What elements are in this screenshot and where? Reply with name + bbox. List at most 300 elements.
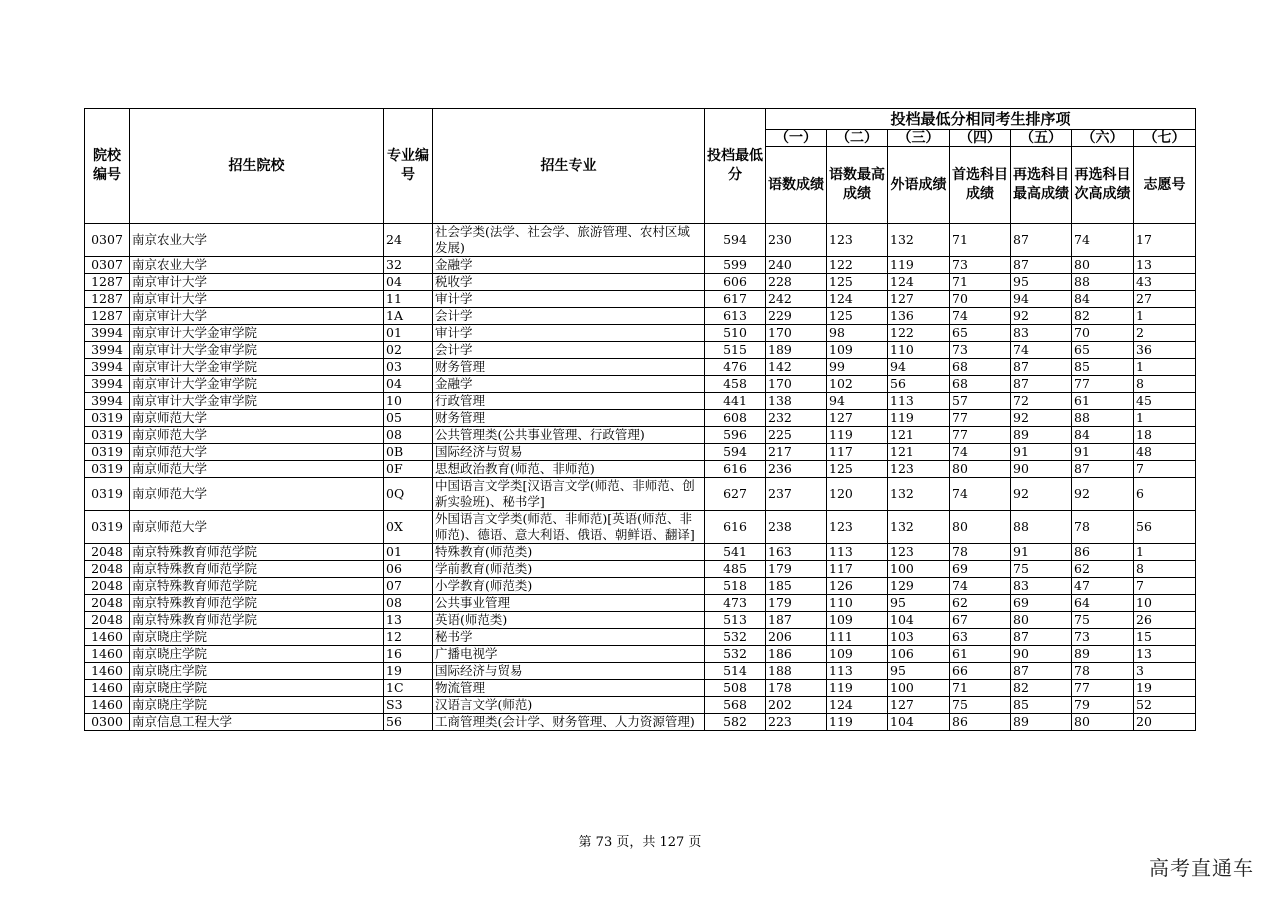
cell-score-first-subject: 67 [950,612,1011,629]
cell-min-score: 616 [705,511,766,544]
cell-major-code: 01 [384,325,433,342]
cell-major-name: 会计学 [433,342,705,359]
cell-score-first-subject: 74 [950,308,1011,325]
cell-score-elective-max: 80 [1011,612,1072,629]
cell-score-chinese-math-max: 125 [827,308,888,325]
cell-score-foreign-language: 110 [888,342,950,359]
header-group-title: 投档最低分相同考生排序项 [766,109,1196,130]
cell-major-code: 07 [384,578,433,595]
cell-min-score: 599 [705,257,766,274]
cell-preference-number: 56 [1134,511,1196,544]
cell-preference-number: 3 [1134,663,1196,680]
cell-score-foreign-language: 104 [888,714,950,731]
header-school-code: 院校编号 [85,109,130,224]
cell-score-first-subject: 75 [950,697,1011,714]
cell-score-chinese-math: 138 [766,393,827,410]
cell-school-name: 南京审计大学金审学院 [130,342,384,359]
cell-min-score: 594 [705,444,766,461]
cell-min-score: 510 [705,325,766,342]
cell-score-first-subject: 73 [950,342,1011,359]
order-item-elective-second: 再选科目次高成绩 [1072,147,1134,224]
cell-preference-number: 7 [1134,461,1196,478]
cell-score-elective-second: 88 [1072,410,1134,427]
header-min-score: 投档最低分 [705,109,766,224]
watermark-text: 高考直通车 [1149,856,1254,880]
cell-score-foreign-language: 113 [888,393,950,410]
cell-preference-number: 43 [1134,274,1196,291]
cell-major-code: 1A [384,308,433,325]
table-row [85,544,1196,561]
cell-score-chinese-math-max: 123 [827,511,888,544]
cell-score-elective-second: 84 [1072,291,1134,308]
table-row [85,697,1196,714]
cell-preference-number: 1 [1134,359,1196,376]
cell-score-elective-max: 69 [1011,595,1072,612]
cell-major-name: 社会学类(法学、社会学、旅游管理、农村区域发展) [433,224,705,257]
page-number: 第 73 页，共 127 页 [578,835,702,850]
cell-score-first-subject: 80 [950,511,1011,544]
cell-score-chinese-math: 206 [766,629,827,646]
cell-score-elective-max: 88 [1011,511,1072,544]
cell-min-score: 594 [705,224,766,257]
cell-score-elective-max: 87 [1011,629,1072,646]
cell-school-code: 1460 [85,646,130,663]
cell-min-score: 532 [705,646,766,663]
cell-score-elective-max: 87 [1011,257,1072,274]
cell-score-elective-max: 90 [1011,646,1072,663]
cell-school-name: 南京师范大学 [130,511,384,544]
order-item-chinese-math: 语数成绩 [766,147,827,224]
cell-major-name: 国际经济与贸易 [433,663,705,680]
table-row [85,359,1196,376]
cell-score-elective-max: 92 [1011,308,1072,325]
cell-score-chinese-math-max: 117 [827,561,888,578]
cell-score-chinese-math: 170 [766,325,827,342]
cell-major-name: 物流管理 [433,680,705,697]
cell-school-name: 南京审计大学金审学院 [130,325,384,342]
cell-major-name: 公共事业管理 [433,595,705,612]
cell-major-code: 0B [384,444,433,461]
cell-major-code: 56 [384,714,433,731]
cell-school-code: 0307 [85,224,130,257]
cell-score-first-subject: 73 [950,257,1011,274]
table-row [85,342,1196,359]
table-row [85,478,1196,511]
cell-major-code: 24 [384,224,433,257]
cell-major-code: 03 [384,359,433,376]
cell-score-foreign-language: 106 [888,646,950,663]
cell-school-name: 南京特殊教育师范学院 [130,578,384,595]
cell-school-code: 1287 [85,274,130,291]
table-row [85,646,1196,663]
cell-score-chinese-math-max: 94 [827,393,888,410]
cell-score-first-subject: 71 [950,274,1011,291]
cell-major-name: 国际经济与贸易 [433,444,705,461]
cell-score-elective-second: 62 [1072,561,1134,578]
cell-major-code: 1C [384,680,433,697]
cell-score-elective-second: 92 [1072,478,1134,511]
cell-major-code: 08 [384,595,433,612]
cell-min-score: 613 [705,308,766,325]
table-row [85,714,1196,731]
cell-min-score: 582 [705,714,766,731]
cell-major-name: 会计学 [433,308,705,325]
cell-school-name: 南京晓庄学院 [130,629,384,646]
cell-score-chinese-math: 186 [766,646,827,663]
cell-school-name: 南京农业大学 [130,224,384,257]
cell-preference-number: 15 [1134,629,1196,646]
cell-school-code: 1287 [85,308,130,325]
order-label-3: （三） [888,130,950,147]
cell-min-score: 514 [705,663,766,680]
cell-school-code: 2048 [85,595,130,612]
cell-score-first-subject: 70 [950,291,1011,308]
cell-school-name: 南京师范大学 [130,444,384,461]
cell-score-foreign-language: 127 [888,291,950,308]
cell-score-foreign-language: 119 [888,410,950,427]
order-item-elective-max: 再选科目最高成绩 [1011,147,1072,224]
cell-score-chinese-math: 178 [766,680,827,697]
cell-school-code: 1287 [85,291,130,308]
cell-score-chinese-math-max: 126 [827,578,888,595]
cell-score-foreign-language: 122 [888,325,950,342]
cell-major-code: 08 [384,427,433,444]
cell-preference-number: 20 [1134,714,1196,731]
cell-score-chinese-math: 223 [766,714,827,731]
cell-preference-number: 45 [1134,393,1196,410]
cell-preference-number: 13 [1134,646,1196,663]
cell-score-chinese-math-max: 117 [827,444,888,461]
cell-major-name: 金融学 [433,376,705,393]
cell-school-name: 南京晓庄学院 [130,697,384,714]
cell-school-code: 1460 [85,697,130,714]
cell-score-first-subject: 69 [950,561,1011,578]
cell-school-code: 0319 [85,511,130,544]
table-row [85,427,1196,444]
cell-score-elective-second: 70 [1072,325,1134,342]
cell-school-code: 0307 [85,257,130,274]
cell-school-code: 3994 [85,325,130,342]
cell-score-chinese-math-max: 109 [827,342,888,359]
cell-preference-number: 17 [1134,224,1196,257]
cell-min-score: 541 [705,544,766,561]
cell-major-code: S3 [384,697,433,714]
cell-school-name: 南京审计大学 [130,308,384,325]
cell-min-score: 518 [705,578,766,595]
cell-score-first-subject: 68 [950,376,1011,393]
cell-major-code: 0X [384,511,433,544]
cell-score-chinese-math: 163 [766,544,827,561]
cell-score-elective-max: 85 [1011,697,1072,714]
cell-score-first-subject: 78 [950,544,1011,561]
cell-score-chinese-math: 232 [766,410,827,427]
table-row [85,444,1196,461]
cell-major-name: 金融学 [433,257,705,274]
cell-score-first-subject: 77 [950,410,1011,427]
cell-preference-number: 19 [1134,680,1196,697]
cell-score-chinese-math-max: 110 [827,595,888,612]
cell-preference-number: 2 [1134,325,1196,342]
cell-score-first-subject: 61 [950,646,1011,663]
cell-score-chinese-math-max: 113 [827,663,888,680]
cell-score-elective-max: 91 [1011,544,1072,561]
cell-score-elective-second: 64 [1072,595,1134,612]
cell-score-elective-max: 87 [1011,663,1072,680]
cell-school-name: 南京特殊教育师范学院 [130,612,384,629]
cell-school-code: 1460 [85,663,130,680]
cell-major-code: 10 [384,393,433,410]
cell-preference-number: 26 [1134,612,1196,629]
cell-school-name: 南京审计大学金审学院 [130,393,384,410]
cell-min-score: 441 [705,393,766,410]
cell-score-foreign-language: 121 [888,444,950,461]
cell-score-chinese-math-max: 99 [827,359,888,376]
cell-score-chinese-math-max: 127 [827,410,888,427]
cell-score-elective-max: 92 [1011,410,1072,427]
cell-major-code: 0Q [384,478,433,511]
cell-score-chinese-math: 237 [766,478,827,511]
cell-min-score: 458 [705,376,766,393]
cell-school-code: 2048 [85,612,130,629]
admission-table [84,108,1196,731]
cell-score-chinese-math: 217 [766,444,827,461]
cell-major-name: 税收学 [433,274,705,291]
cell-score-chinese-math-max: 119 [827,714,888,731]
table-row [85,376,1196,393]
cell-score-chinese-math: 185 [766,578,827,595]
cell-school-code: 2048 [85,544,130,561]
cell-score-elective-second: 75 [1072,612,1134,629]
cell-school-name: 南京师范大学 [130,410,384,427]
cell-score-elective-max: 74 [1011,342,1072,359]
cell-score-elective-max: 90 [1011,461,1072,478]
cell-score-chinese-math: 142 [766,359,827,376]
table-row [85,680,1196,697]
cell-school-name: 南京师范大学 [130,427,384,444]
table-row [85,663,1196,680]
cell-score-first-subject: 80 [950,461,1011,478]
table-row [85,224,1196,257]
cell-major-name: 小学教育(师范类) [433,578,705,595]
header-major-name: 招生专业 [433,109,705,224]
cell-score-chinese-math-max: 125 [827,274,888,291]
cell-major-code: 16 [384,646,433,663]
cell-score-chinese-math: 202 [766,697,827,714]
order-item-chinese-math-max: 语数最高成绩 [827,147,888,224]
cell-score-elective-second: 77 [1072,376,1134,393]
table-row [85,612,1196,629]
cell-score-first-subject: 74 [950,478,1011,511]
cell-preference-number: 52 [1134,697,1196,714]
cell-score-elective-second: 65 [1072,342,1134,359]
cell-min-score: 617 [705,291,766,308]
cell-min-score: 532 [705,629,766,646]
cell-major-name: 财务管理 [433,359,705,376]
cell-score-foreign-language: 132 [888,478,950,511]
cell-score-elective-max: 82 [1011,680,1072,697]
cell-major-name: 工商管理类(会计学、财务管理、人力资源管理) [433,714,705,731]
cell-major-name: 思想政治教育(师范、非师范) [433,461,705,478]
cell-score-chinese-math: 229 [766,308,827,325]
cell-score-elective-max: 87 [1011,224,1072,257]
cell-score-chinese-math: 225 [766,427,827,444]
table-row [85,308,1196,325]
cell-score-chinese-math-max: 124 [827,697,888,714]
cell-preference-number: 8 [1134,561,1196,578]
cell-major-name: 行政管理 [433,393,705,410]
cell-score-elective-second: 79 [1072,697,1134,714]
cell-score-foreign-language: 123 [888,544,950,561]
cell-major-name: 财务管理 [433,410,705,427]
cell-min-score: 515 [705,342,766,359]
cell-score-elective-second: 89 [1072,646,1134,663]
cell-score-chinese-math: 236 [766,461,827,478]
table-row [85,393,1196,410]
cell-school-name: 南京审计大学 [130,274,384,291]
cell-score-elective-max: 83 [1011,325,1072,342]
cell-score-elective-second: 82 [1072,308,1134,325]
cell-score-elective-second: 87 [1072,461,1134,478]
table-row [85,511,1196,544]
cell-score-elective-second: 80 [1072,257,1134,274]
cell-score-elective-second: 74 [1072,224,1134,257]
cell-score-chinese-math: 242 [766,291,827,308]
cell-score-foreign-language: 95 [888,595,950,612]
cell-score-foreign-language: 132 [888,224,950,257]
cell-major-name: 汉语言文学(师范) [433,697,705,714]
cell-major-code: 04 [384,376,433,393]
cell-major-name: 广播电视学 [433,646,705,663]
cell-score-elective-max: 95 [1011,274,1072,291]
header-school-name: 招生院校 [130,109,384,224]
cell-score-foreign-language: 95 [888,663,950,680]
cell-score-foreign-language: 132 [888,511,950,544]
cell-score-first-subject: 66 [950,663,1011,680]
cell-score-chinese-math-max: 120 [827,478,888,511]
cell-school-code: 0319 [85,410,130,427]
cell-school-name: 南京特殊教育师范学院 [130,561,384,578]
cell-score-elective-max: 94 [1011,291,1072,308]
cell-score-elective-max: 72 [1011,393,1072,410]
cell-school-code: 1460 [85,680,130,697]
cell-score-elective-max: 75 [1011,561,1072,578]
cell-major-name: 外国语言文学类(师范、非师范)[英语(师范、非师范)、德语、意大利语、俄语、朝鲜语、翻译] [433,511,705,544]
cell-score-elective-second: 61 [1072,393,1134,410]
cell-score-first-subject: 71 [950,224,1011,257]
cell-major-name: 审计学 [433,325,705,342]
table-body [85,224,1196,731]
cell-score-elective-max: 89 [1011,714,1072,731]
cell-score-chinese-math: 230 [766,224,827,257]
cell-min-score: 513 [705,612,766,629]
cell-school-code: 0319 [85,461,130,478]
cell-preference-number: 1 [1134,544,1196,561]
cell-score-elective-second: 86 [1072,544,1134,561]
cell-score-chinese-math: 179 [766,595,827,612]
cell-score-elective-second: 73 [1072,629,1134,646]
cell-score-foreign-language: 104 [888,612,950,629]
cell-min-score: 616 [705,461,766,478]
cell-score-chinese-math: 187 [766,612,827,629]
cell-school-name: 南京审计大学 [130,291,384,308]
cell-school-code: 3994 [85,359,130,376]
cell-score-elective-second: 77 [1072,680,1134,697]
cell-school-code: 2048 [85,561,130,578]
order-item-preference-number: 志愿号 [1134,147,1196,224]
table-row [85,561,1196,578]
cell-score-chinese-math-max: 119 [827,427,888,444]
cell-score-foreign-language: 124 [888,274,950,291]
cell-preference-number: 36 [1134,342,1196,359]
cell-score-foreign-language: 129 [888,578,950,595]
cell-score-foreign-language: 100 [888,680,950,697]
cell-score-first-subject: 71 [950,680,1011,697]
cell-score-chinese-math-max: 124 [827,291,888,308]
cell-school-name: 南京晓庄学院 [130,663,384,680]
cell-min-score: 627 [705,478,766,511]
cell-major-code: 06 [384,561,433,578]
cell-school-name: 南京农业大学 [130,257,384,274]
cell-school-code: 0319 [85,478,130,511]
cell-min-score: 596 [705,427,766,444]
cell-major-name: 英语(师范类) [433,612,705,629]
cell-preference-number: 13 [1134,257,1196,274]
cell-preference-number: 8 [1134,376,1196,393]
cell-score-chinese-math-max: 109 [827,646,888,663]
cell-score-chinese-math: 228 [766,274,827,291]
cell-major-code: 12 [384,629,433,646]
cell-score-foreign-language: 121 [888,427,950,444]
cell-score-foreign-language: 103 [888,629,950,646]
cell-major-code: 32 [384,257,433,274]
table-row [85,461,1196,478]
table-row [85,325,1196,342]
cell-score-foreign-language: 127 [888,697,950,714]
cell-major-code: 05 [384,410,433,427]
cell-score-chinese-math-max: 119 [827,680,888,697]
cell-school-name: 南京审计大学金审学院 [130,376,384,393]
cell-preference-number: 27 [1134,291,1196,308]
table-row [85,629,1196,646]
cell-score-first-subject: 62 [950,595,1011,612]
header-major-code: 专业编号 [384,109,433,224]
cell-major-code: 0F [384,461,433,478]
cell-score-elective-second: 80 [1072,714,1134,731]
cell-preference-number: 7 [1134,578,1196,595]
cell-school-code: 1460 [85,629,130,646]
cell-score-first-subject: 86 [950,714,1011,731]
cell-score-chinese-math: 240 [766,257,827,274]
cell-school-name: 南京师范大学 [130,461,384,478]
table-row [85,578,1196,595]
table-row [85,257,1196,274]
cell-preference-number: 10 [1134,595,1196,612]
order-item-first-subject: 首选科目成绩 [950,147,1011,224]
cell-score-elective-max: 83 [1011,578,1072,595]
cell-min-score: 606 [705,274,766,291]
table-row [85,274,1196,291]
cell-score-elective-second: 78 [1072,511,1134,544]
cell-min-score: 476 [705,359,766,376]
cell-score-chinese-math-max: 123 [827,224,888,257]
cell-school-code: 0319 [85,427,130,444]
cell-score-first-subject: 57 [950,393,1011,410]
cell-preference-number: 48 [1134,444,1196,461]
cell-min-score: 508 [705,680,766,697]
table-row [85,410,1196,427]
cell-min-score: 568 [705,697,766,714]
cell-score-first-subject: 74 [950,578,1011,595]
